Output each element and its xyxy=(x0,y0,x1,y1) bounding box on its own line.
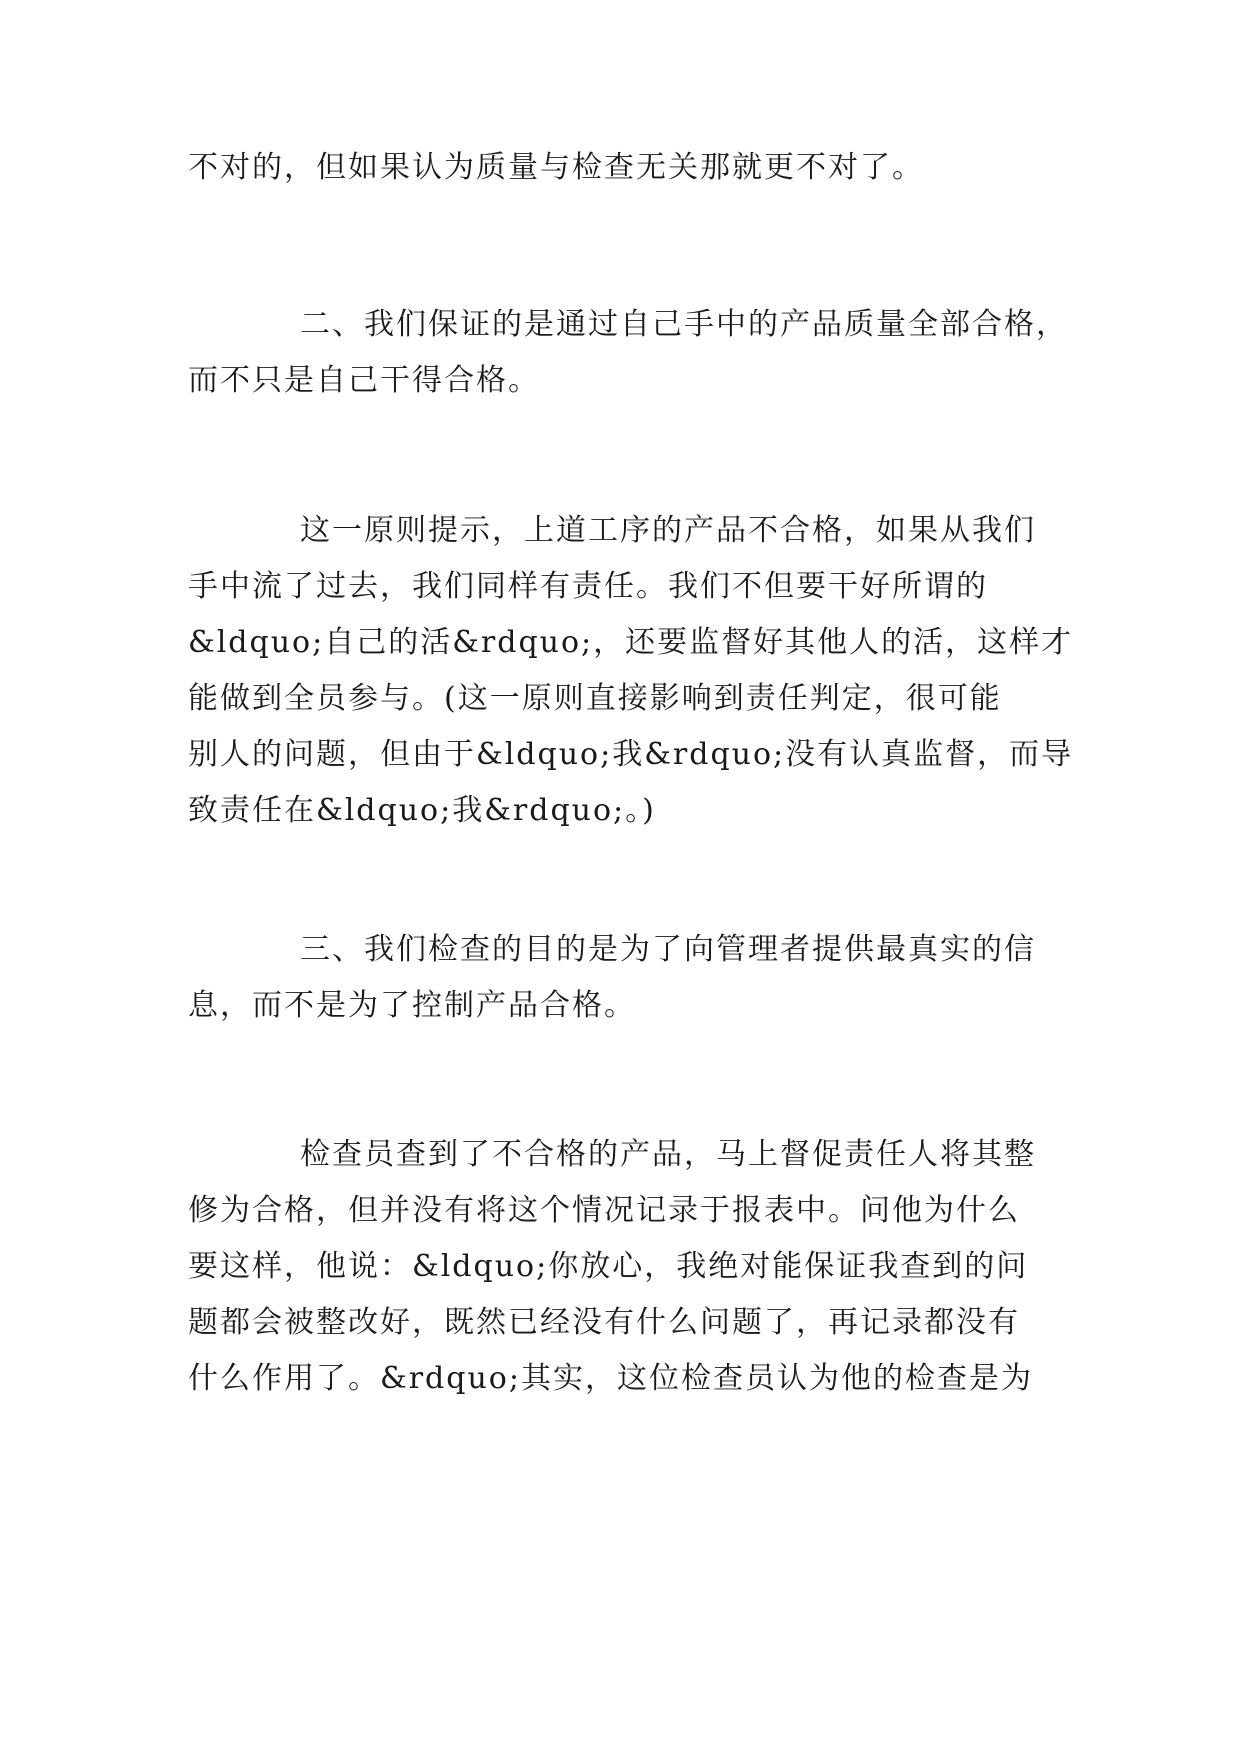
paragraph-inspector-example xyxy=(188,1127,1054,1407)
paragraph-principle-three xyxy=(188,922,1054,1034)
text-line: 什么作用了。&rdquo;其实，这位检查员认为他的检查是为 xyxy=(188,1361,1033,1396)
text-line: 能做到全员参与。(这一原则直接影响到责任判定，很可能 xyxy=(188,681,1002,716)
text-line: 三、我们检查的目的是为了向管理者提供最真实的信 xyxy=(300,932,1036,967)
paragraph-principle-two-explanation xyxy=(188,503,1074,839)
text-line: 修为合格，但并没有将这个情况记录于报表中。问他为什么 xyxy=(188,1193,1020,1228)
text-line: 要这样，他说：&ldquo;你放心，我绝对能保证我查到的问 xyxy=(188,1249,1029,1284)
paragraph-principle-two xyxy=(188,297,1068,409)
text-line: 手中流了过去，我们同样有责任。我们不但要干好所谓的 xyxy=(188,569,988,604)
text-line: 二、我们保证的是通过自己手中的产品质量全部合格， xyxy=(300,307,1068,342)
paragraph-continuation xyxy=(188,140,1054,196)
text-line: 息，而不是为了控制产品合格。 xyxy=(188,988,636,1023)
text-line: 致责任在&ldquo;我&rdquo;。) xyxy=(188,793,656,828)
text-line: 题都会被整改好，既然已经没有什么问题了，再记录都没有 xyxy=(188,1305,1020,1340)
text-line: 这一原则提示，上道工序的产品不合格，如果从我们 xyxy=(300,513,1036,548)
text-line: 检查员查到了不合格的产品，马上督促责任人将其整 xyxy=(300,1137,1036,1172)
text-line: 别人的问题，但由于&ldquo;我&rdquo;没有认真监督，而导 xyxy=(188,737,1074,772)
text-line: 不对的，但如果认为质量与检查无关那就更不对了。 xyxy=(188,150,924,185)
text-line: &ldquo;自己的活&rdquo;，还要监督好其他人的活，这样才 xyxy=(188,625,1074,660)
text-line: 而不只是自己干得合格。 xyxy=(188,363,540,398)
